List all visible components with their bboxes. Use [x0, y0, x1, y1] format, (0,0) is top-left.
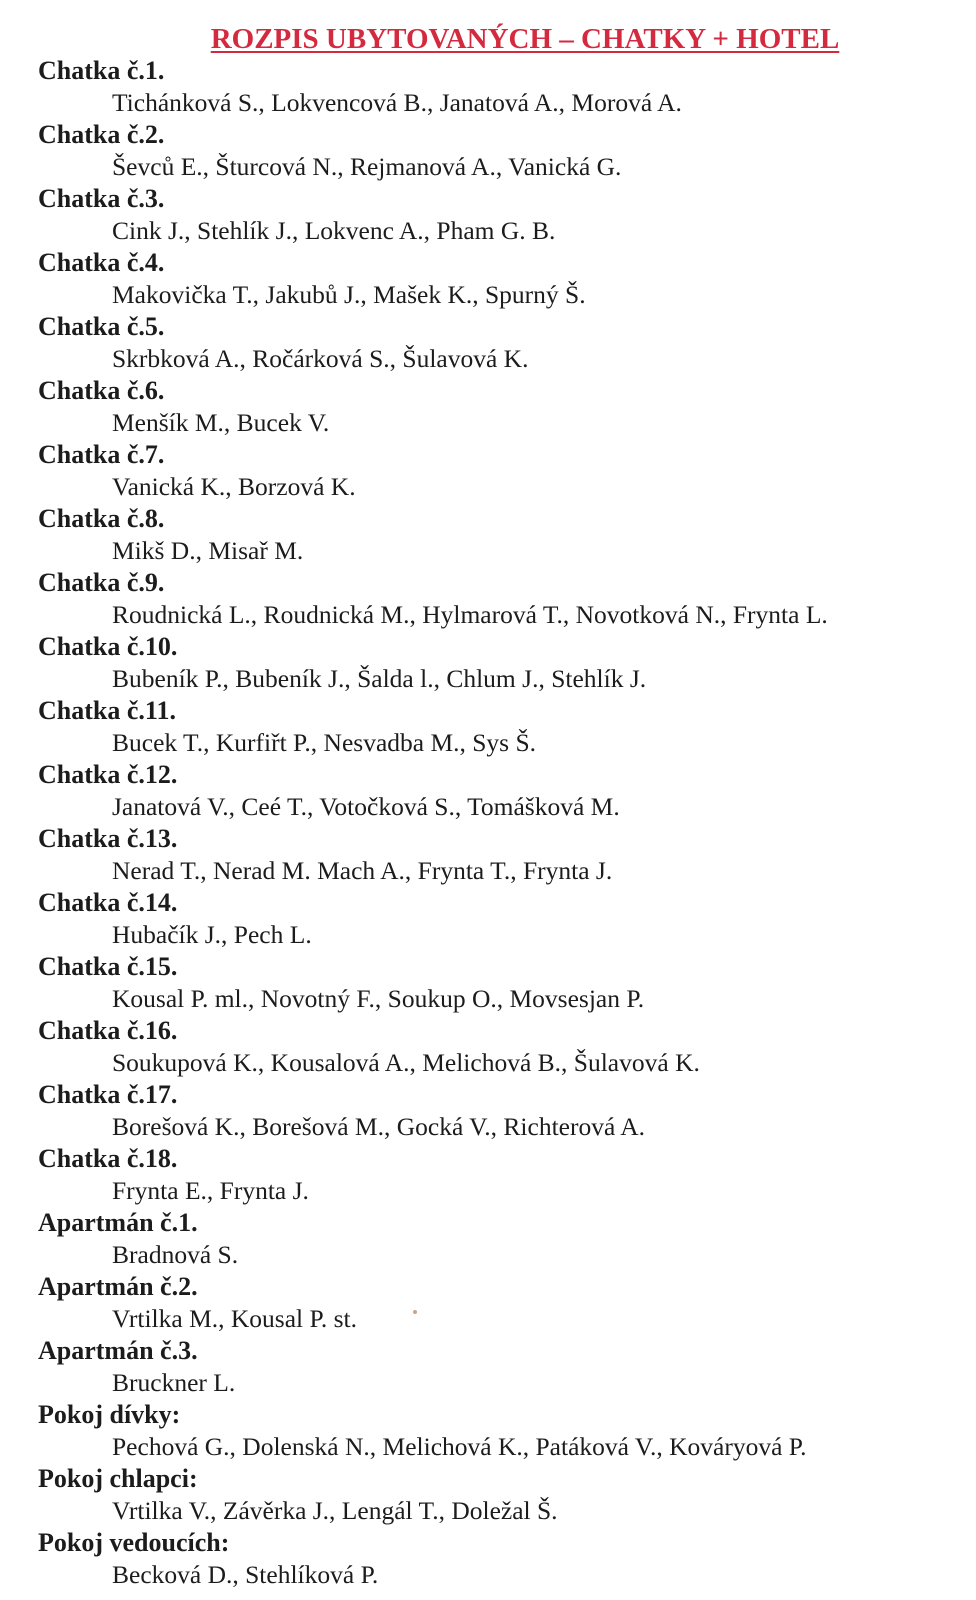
room-heading: Chatka č.5. — [38, 312, 165, 341]
guest-names: Tichánková S., Lokvencová B., Janatová A., Morová A. — [112, 88, 682, 117]
list-item — [0, 1207, 976, 1271]
room-heading: Chatka č.11. — [38, 696, 176, 725]
room-heading: Pokoj dívky: — [38, 1400, 181, 1429]
room-heading: Chatka č.12. — [38, 760, 178, 789]
room-heading: Apartmán č.1. — [38, 1208, 198, 1237]
room-heading: Chatka č.4. — [38, 248, 165, 277]
accommodation-list — [0, 55, 976, 1591]
room-heading: Pokoj vedoucích: — [38, 1528, 230, 1557]
guest-names: Skrbková A., Ročárková S., Šulavová K. — [112, 344, 529, 373]
list-item — [0, 887, 976, 951]
room-heading: Chatka č.10. — [38, 632, 178, 661]
guest-names: Borešová K., Borešová M., Gocká V., Richterová A. — [112, 1112, 646, 1141]
guest-names: Vrtilka M., Kousal P. st. — [112, 1304, 357, 1333]
guest-names: Pechová G., Dolenská N., Melichová K., Patáková V., Kováryová P. — [112, 1432, 807, 1461]
guest-names: Roudnická L., Roudnická M., Hylmarová T., Novotková N., Frynta L. — [112, 600, 828, 629]
list-item — [0, 1143, 976, 1207]
guest-names: Frynta E., Frynta J. — [112, 1176, 309, 1205]
list-item — [0, 1335, 976, 1399]
list-item — [0, 823, 976, 887]
list-item — [0, 439, 976, 503]
guest-names: Bucek T., Kurfiřt P., Nesvadba M., Sys Š. — [112, 728, 537, 757]
list-item — [0, 247, 976, 311]
paper-speck — [413, 1310, 417, 1314]
guest-names: Bradnová S. — [112, 1240, 239, 1269]
guest-names: Kousal P. ml., Novotný F., Soukup O., Movsesjan P. — [112, 984, 645, 1013]
list-item — [0, 119, 976, 183]
list-item — [0, 1271, 976, 1335]
room-heading: Chatka č.1. — [38, 56, 165, 85]
room-heading: Apartmán č.2. — [38, 1272, 198, 1301]
list-item — [0, 1079, 976, 1143]
room-heading: Chatka č.7. — [38, 440, 165, 469]
room-heading: Chatka č.18. — [38, 1144, 178, 1173]
guest-names: Menšík M., Bucek V. — [112, 408, 330, 437]
guest-names: Vanická K., Borzová K. — [112, 472, 356, 501]
room-heading: Chatka č.8. — [38, 504, 165, 533]
room-heading: Pokoj chlapci: — [38, 1464, 198, 1493]
room-heading: Chatka č.2. — [38, 120, 165, 149]
room-heading: Chatka č.6. — [38, 376, 165, 405]
room-heading: Apartmán č.3. — [38, 1336, 198, 1365]
list-item — [0, 311, 976, 375]
list-item — [0, 951, 976, 1015]
guest-names: Janatová V., Ceé T., Votočková S., Tomášková M. — [112, 792, 620, 821]
room-heading: Chatka č.16. — [38, 1016, 178, 1045]
guest-names: Mikš D., Misař M. — [112, 536, 304, 565]
list-item — [0, 503, 976, 567]
list-item — [0, 55, 976, 119]
guest-names: Makovička T., Jakubů J., Mašek K., Spurný Š. — [112, 280, 586, 309]
room-heading: Chatka č.15. — [38, 952, 178, 981]
guest-names: Bruckner L. — [112, 1368, 236, 1397]
guest-names: Ševců E., Šturcová N., Rejmanová A., Vanická G. — [112, 152, 622, 181]
room-heading: Chatka č.3. — [38, 184, 165, 213]
guest-names: Bubeník P., Bubeník J., Šalda l., Chlum J., Stehlík J. — [112, 664, 647, 693]
room-heading: Chatka č.9. — [38, 568, 165, 597]
guest-names: Hubačík J., Pech L. — [112, 920, 312, 949]
room-heading: Chatka č.14. — [38, 888, 178, 917]
document-title: ROZPIS UBYTOVANÝCH – CHATKY + HOTEL — [210, 23, 840, 55]
list-item — [0, 695, 976, 759]
list-item — [0, 1015, 976, 1079]
guest-names: Soukupová K., Kousalová A., Melichová B., Šulavová K. — [112, 1048, 700, 1077]
list-item — [0, 631, 976, 695]
room-heading: Chatka č.17. — [38, 1080, 178, 1109]
guest-names: Becková D., Stehlíková P. — [112, 1560, 379, 1589]
guest-names: Cink J., Stehlík J., Lokvenc A., Pham G. B. — [112, 216, 556, 245]
list-item — [0, 183, 976, 247]
list-item — [0, 1399, 976, 1463]
guest-names: Vrtilka V., Závěrka J., Lengál T., Doležal Š. — [112, 1496, 558, 1525]
list-item — [0, 1527, 976, 1591]
list-item — [0, 567, 976, 631]
list-item — [0, 759, 976, 823]
room-heading: Chatka č.13. — [38, 824, 178, 853]
list-item — [0, 1463, 976, 1527]
list-item — [0, 375, 976, 439]
guest-names: Nerad T., Nerad M. Mach A., Frynta T., Frynta J. — [112, 856, 613, 885]
